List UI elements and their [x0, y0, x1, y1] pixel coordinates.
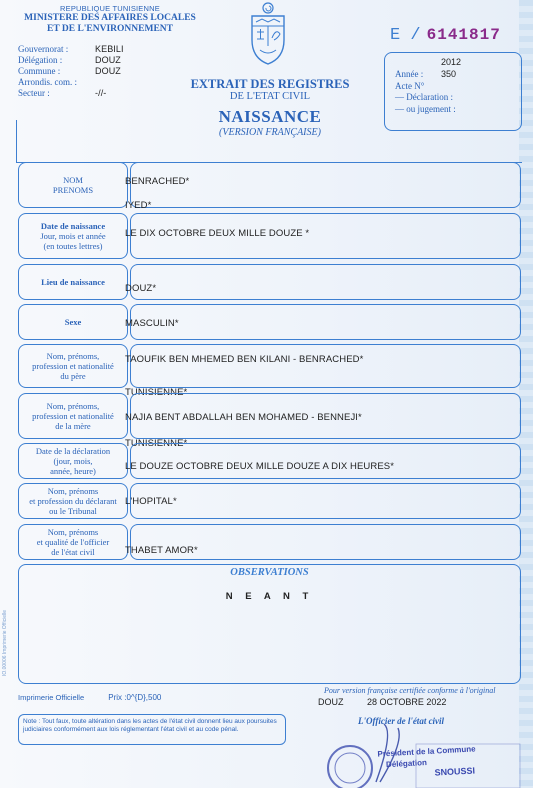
pere-label-3: du père	[60, 371, 86, 381]
republic-label: REPUBLIQUE TUNISIENNE	[60, 4, 160, 13]
annee-value: 2012	[441, 57, 462, 67]
side-print-text: IO.00006 Imprimerie Officielle	[2, 610, 8, 677]
label-mere	[18, 393, 128, 439]
value-box-sexe	[130, 304, 521, 340]
title-version: (VERSION FRANÇAISE)	[219, 127, 321, 138]
printer-info	[18, 693, 161, 702]
delegation-label: Délégation :	[18, 55, 63, 65]
gouvernorat-label: Gouvernorat :	[18, 44, 69, 54]
date-sub-label: Jour, mois et année	[40, 231, 106, 241]
secteur-label: Secteur :	[18, 88, 50, 98]
prenoms-value: IYED*	[125, 200, 152, 211]
annee-label: Année :	[395, 68, 424, 79]
legal-note: Note : Tout faux, toute altération dans les actes de l'état civil donnent lieu aux poursuites judiciaires conformément aux lois réglementant l'état civil et au code pénal.	[18, 714, 286, 745]
registry-box	[384, 52, 522, 131]
declarant-value: L'HOPITAL*	[125, 496, 177, 507]
sexe-label: Sexe	[64, 317, 82, 327]
declarant-label-2: et profession du déclarant	[29, 496, 117, 506]
declaration-label: — Déclaration :	[395, 92, 453, 102]
value-box-lieu	[130, 264, 521, 300]
pere-label-1: Nom, prénoms,	[46, 351, 100, 361]
jugement-label: — ou jugement :	[395, 103, 456, 114]
lieu-value: DOUZ*	[125, 283, 157, 294]
declarant-label-1: Nom, prénoms	[47, 486, 99, 496]
lieu-label: Lieu de naissance	[41, 277, 105, 287]
nom-label: NOM	[63, 175, 83, 185]
value-box-declarant	[130, 483, 521, 519]
issue-date: 28 OCTOBRE 2022	[367, 697, 447, 707]
officer-signature-label: L'Officier de l'état civil	[358, 716, 445, 726]
serial-prefix: E /	[390, 26, 421, 45]
commune-value: DOUZ	[95, 66, 121, 76]
mere-label-2: profession et nationalité	[32, 411, 114, 421]
declaration-value: LE DOUZE OCTOBRE DEUX MILLE DOUZE A DIX HEURES*	[125, 461, 395, 472]
observations-title: OBSERVATIONS	[230, 567, 309, 578]
stamp-line-3: SNOUSSI	[434, 765, 476, 778]
imprimerie-label: Imprimerie Officielle	[18, 693, 85, 702]
price-label: Prix :0^{D},500	[108, 693, 162, 702]
observations-box	[18, 564, 521, 684]
label-declaration	[18, 443, 128, 479]
sexe-value: MASCULIN*	[125, 318, 179, 329]
date-value: LE DIX OCTOBRE DEUX MILLE DOUZE *	[125, 228, 310, 239]
frame-left-line	[16, 120, 17, 162]
stamp-line-2: Délégation	[385, 758, 428, 770]
label-officier	[18, 524, 128, 560]
date-label: Date de naissance	[40, 221, 106, 231]
delegation-value: DOUZ	[95, 55, 121, 65]
document-title	[170, 78, 370, 138]
nom-value: BENRACHED*	[125, 176, 190, 187]
pere-label-2: profession et nationalité	[32, 361, 114, 371]
title-line-1: EXTRAIT DES REGISTRES	[190, 77, 350, 91]
serial-value: 6141817	[426, 26, 501, 44]
arrondissement-label: Arrondis. com. :	[18, 77, 77, 87]
official-stamp	[324, 722, 524, 788]
officier-label-3: de l'état civil	[51, 547, 95, 557]
admin-info	[18, 44, 124, 99]
header-authority	[10, 4, 210, 35]
secteur-value: -//-	[95, 88, 107, 98]
officier-label-2: et qualité de l'officier	[36, 537, 110, 547]
label-sexe	[18, 304, 128, 340]
decl-label-2: (jour, mois,	[53, 456, 93, 466]
issue-place: DOUZ	[318, 697, 344, 707]
prenoms-label: PRENOMS	[52, 185, 94, 195]
label-declarant	[18, 483, 128, 519]
mere-label-1: Nom, prénoms,	[46, 401, 100, 411]
decl-label-3: année, heure)	[50, 466, 96, 476]
tunisia-coat-of-arms-icon	[248, 2, 288, 66]
certification-text: Pour version française certifiée conforme à l'original	[324, 686, 496, 695]
pere-value: TAOUFIK BEN MHEMED BEN KILANI - BENRACHED*	[125, 354, 364, 365]
officier-value: THABET AMOR*	[125, 545, 198, 556]
officier-label-1: Nom, prénoms	[47, 527, 99, 537]
label-lieu-naissance	[18, 264, 128, 300]
value-box-pere	[130, 344, 521, 388]
mere-label-3: de la mère	[55, 421, 91, 431]
ministry-line-1: MINISTERE DES AFFAIRES LOCALES	[24, 13, 196, 23]
label-pere	[18, 344, 128, 388]
label-date-naissance	[18, 213, 128, 259]
ministry-line-2: ET DE L'ENVIRONNEMENT	[47, 24, 173, 34]
date-sub2-label: (en toutes lettres)	[43, 241, 103, 251]
observations-value: N E A N T	[225, 591, 314, 602]
decl-label-1: Date de la déclaration	[35, 446, 111, 456]
stamp-line-1: Président de la Commune	[377, 744, 476, 759]
label-nom-prenoms	[18, 162, 128, 208]
mere-value: NAJIA BENT ABDALLAH BEN MOHAMED - BENNEJI*	[125, 412, 362, 423]
commune-label: Commune :	[18, 66, 61, 76]
title-line-2: DE L'ETAT CIVIL	[229, 91, 311, 102]
acte-value: 350	[441, 69, 457, 79]
serial-number	[390, 26, 501, 45]
declarant-label-3: ou le Tribunal	[49, 506, 97, 516]
mere-nationality: TUNISIENNE*	[125, 438, 188, 449]
acte-label: Acte N°	[395, 80, 425, 91]
gouvernorat-value: KEBILI	[95, 44, 124, 54]
pere-nationality: TUNISIENNE*	[125, 387, 188, 398]
title-naissance: NAISSANCE	[218, 107, 322, 126]
